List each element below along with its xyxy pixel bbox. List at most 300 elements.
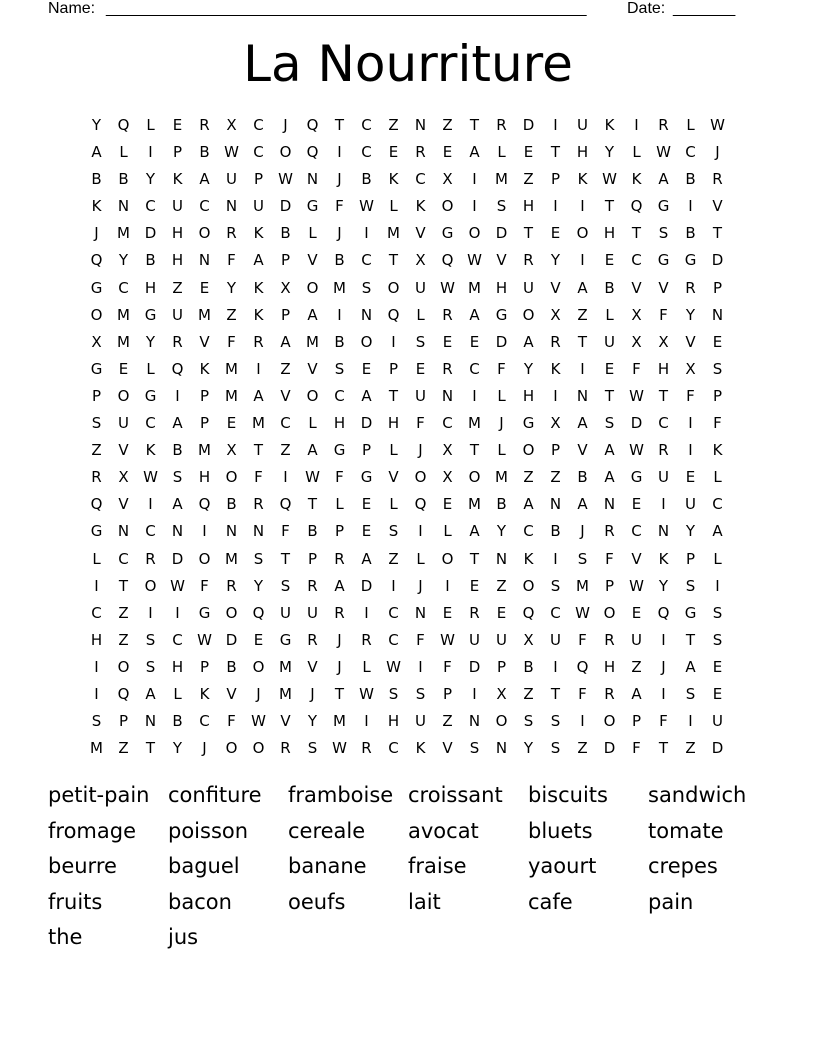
grid-letter: G	[306, 197, 319, 216]
grid-letter: O	[198, 224, 211, 243]
header-row	[48, 0, 748, 20]
grid-letter: I	[472, 170, 477, 189]
grid-letter: R	[307, 630, 318, 649]
grid-letter: V	[388, 468, 399, 487]
grid-letter: X	[550, 414, 561, 433]
grid-letter: Y	[685, 305, 696, 324]
grid-letter: O	[225, 468, 238, 487]
grid-letter: A	[361, 386, 372, 405]
grid-letter: R	[199, 116, 210, 134]
grid-letter: B	[685, 224, 696, 243]
grid-letter: F	[227, 251, 236, 270]
grid-letter: I	[580, 251, 585, 270]
grid-letter: N	[549, 495, 562, 514]
grid-letter: K	[712, 441, 723, 460]
grid-letter: H	[495, 278, 508, 297]
grid-letter: Y	[523, 359, 534, 378]
grid-letter: J	[418, 441, 423, 460]
grid-letter: E	[226, 414, 237, 433]
grid-letter: Y	[523, 739, 534, 758]
grid-letter: J	[661, 657, 666, 676]
grid-letter: P	[685, 549, 696, 568]
grid-letter: B	[226, 495, 237, 514]
grid-letter: A	[712, 522, 723, 541]
grid-letter: X	[631, 305, 642, 324]
grid-letter: C	[361, 251, 372, 270]
grid-letter: P	[442, 684, 453, 703]
grid-letter: O	[252, 657, 265, 676]
grid-letter: I	[688, 441, 693, 460]
grid-letter: E	[442, 143, 453, 162]
grid-letter: Z	[685, 739, 696, 758]
grid-letter: J	[283, 116, 288, 134]
word-item: fruits	[48, 889, 103, 914]
grid-letter: W	[656, 143, 671, 162]
grid-letter: F	[416, 414, 425, 433]
grid-letter: N	[144, 712, 157, 731]
grid-letter: E	[361, 359, 372, 378]
grid-letter: C	[280, 414, 291, 433]
grid-letter: X	[685, 359, 696, 378]
word-item: crepes	[648, 854, 718, 878]
grid-letter: U	[685, 495, 696, 514]
grid-letter: S	[523, 712, 534, 731]
grid-letter: M	[333, 712, 346, 731]
grid-letter: H	[522, 197, 535, 216]
grid-letter: H	[171, 657, 184, 676]
grid-letter: P	[550, 441, 561, 460]
grid-letter: K	[415, 197, 426, 216]
word-item: biscuits	[528, 783, 608, 807]
grid-letter: C	[172, 630, 183, 649]
grid-letter: A	[172, 495, 183, 514]
grid-letter: M	[279, 657, 292, 676]
grid-letter: I	[364, 712, 369, 731]
grid-letter: Z	[496, 576, 507, 595]
grid-letter: A	[577, 495, 588, 514]
word-item: croissant	[408, 783, 503, 807]
grid-letter: C	[685, 143, 696, 162]
grid-letter: G	[333, 441, 346, 460]
grid-letter: B	[307, 522, 318, 541]
grid-letter: I	[337, 143, 342, 162]
grid-letter: P	[307, 549, 318, 568]
grid-letter: R	[172, 332, 183, 351]
word-item: cereale	[288, 818, 366, 843]
grid-letter: Y	[550, 251, 561, 270]
word-item: tomate	[648, 818, 724, 843]
grid-letter: R	[523, 251, 534, 270]
grid-letter: V	[631, 549, 642, 568]
grid-letter: T	[388, 251, 399, 270]
grid-letter: C	[388, 739, 399, 758]
grid-letter: C	[253, 143, 264, 162]
grid-letter: G	[360, 468, 373, 487]
grid-letter: I	[94, 657, 99, 676]
grid-letter: M	[387, 224, 400, 243]
grid-letter: E	[631, 603, 642, 622]
grid-letter: L	[308, 224, 317, 243]
grid-letter: Y	[685, 522, 696, 541]
grid-letter: Y	[226, 278, 237, 297]
grid-letter: U	[496, 630, 507, 649]
grid-letter: F	[632, 359, 641, 378]
grid-letter: D	[171, 549, 184, 568]
grid-letter: K	[577, 170, 588, 189]
grid-letter: R	[307, 576, 318, 595]
grid-letter: K	[253, 278, 264, 297]
grid-letter: K	[631, 170, 642, 189]
grid-letter: X	[631, 332, 642, 351]
grid-letter: L	[362, 657, 371, 676]
grid-letter: N	[225, 197, 238, 216]
grid-letter: C	[712, 495, 723, 514]
grid-letter: K	[388, 170, 399, 189]
grid-letter: W	[278, 170, 293, 189]
grid-letter: L	[443, 522, 452, 541]
word-item: bacon	[168, 889, 232, 914]
grid-letter: S	[91, 414, 102, 433]
grid-letter: X	[658, 332, 669, 351]
grid-letter: S	[712, 359, 723, 378]
grid-letter: W	[629, 576, 644, 595]
grid-letter: P	[280, 305, 291, 324]
grid-letter: A	[685, 657, 696, 676]
grid-letter: I	[445, 576, 450, 595]
grid-letter: B	[172, 441, 183, 460]
grid-letter: A	[523, 332, 534, 351]
grid-letter: Y	[496, 522, 507, 541]
grid-letter: C	[550, 603, 561, 622]
grid-letter: J	[715, 143, 720, 162]
grid-letter: R	[712, 170, 723, 189]
grid-letter: S	[577, 549, 588, 568]
grid-letter: U	[415, 712, 426, 731]
grid-letter: B	[550, 522, 561, 541]
grid-letter: Q	[90, 495, 103, 514]
grid-letter: T	[307, 495, 318, 514]
grid-letter: I	[472, 386, 477, 405]
grid-letter: X	[442, 170, 453, 189]
grid-letter: J	[418, 576, 423, 595]
grid-letter: O	[522, 441, 535, 460]
grid-letter: I	[634, 116, 639, 134]
grid-letter: S	[550, 712, 561, 731]
grid-letter: I	[391, 332, 396, 351]
grid-letter: I	[580, 712, 585, 731]
grid-letter: D	[468, 657, 481, 676]
grid-letter: F	[659, 305, 668, 324]
grid-letter: U	[307, 603, 318, 622]
grid-letter: A	[307, 441, 318, 460]
word-item: bluets	[528, 818, 593, 843]
grid-letter: W	[359, 197, 374, 216]
grid-letter: A	[469, 305, 480, 324]
grid-letter: W	[332, 739, 347, 758]
grid-letter: B	[685, 170, 696, 189]
grid-letter: T	[469, 549, 480, 568]
grid-letter: U	[469, 630, 480, 649]
grid-letter: J	[94, 224, 99, 243]
grid-letter: N	[117, 522, 130, 541]
grid-letter: E	[712, 684, 723, 703]
grid-letter: R	[226, 576, 237, 595]
grid-letter: F	[227, 332, 236, 351]
letter-grid	[83, 112, 731, 762]
grid-letter: N	[171, 522, 184, 541]
grid-letter: Z	[388, 549, 399, 568]
grid-letter: F	[443, 657, 452, 676]
grid-letter: Z	[442, 712, 453, 731]
grid-letter: P	[199, 657, 210, 676]
grid-letter: O	[576, 224, 589, 243]
grid-letter: C	[361, 116, 372, 134]
grid-letter: A	[469, 143, 480, 162]
grid-letter: P	[199, 386, 210, 405]
grid-letter: C	[145, 414, 156, 433]
word-list	[48, 778, 768, 956]
grid-letter: L	[119, 143, 128, 162]
grid-letter: A	[253, 386, 264, 405]
grid-letter: W	[440, 630, 455, 649]
grid-letter: I	[337, 305, 342, 324]
grid-letter: A	[145, 684, 156, 703]
grid-letter: W	[143, 468, 158, 487]
grid-letter: T	[280, 549, 291, 568]
grid-letter: N	[414, 116, 427, 134]
grid-letter: G	[657, 251, 670, 270]
grid-letter: X	[91, 332, 102, 351]
grid-letter: E	[604, 251, 615, 270]
grid-letter: H	[90, 630, 103, 649]
grid-letter: O	[468, 224, 481, 243]
grid-letter: E	[442, 603, 453, 622]
grid-letter: X	[226, 441, 237, 460]
grid-letter: W	[629, 386, 644, 405]
grid-letter: C	[118, 278, 129, 297]
grid-letter: W	[305, 468, 320, 487]
grid-letter: P	[496, 657, 507, 676]
grid-letter: T	[550, 143, 561, 162]
grid-letter: K	[523, 549, 534, 568]
grid-letter: P	[604, 576, 615, 595]
grid-letter: G	[522, 414, 535, 433]
grid-letter: P	[361, 441, 372, 460]
grid-letter: O	[387, 278, 400, 297]
grid-letter: P	[199, 414, 210, 433]
grid-letter: Q	[117, 116, 130, 134]
grid-letter: F	[335, 197, 344, 216]
grid-letter: I	[256, 359, 261, 378]
grid-letter: O	[441, 549, 454, 568]
grid-letter: I	[580, 197, 585, 216]
grid-letter: U	[631, 630, 642, 649]
grid-letter: H	[387, 712, 400, 731]
grid-letter: G	[90, 522, 103, 541]
grid-letter: O	[414, 468, 427, 487]
grid-letter: K	[604, 116, 615, 134]
grid-letter: X	[442, 441, 453, 460]
grid-letter: Z	[523, 468, 534, 487]
grid-letter: F	[254, 468, 263, 487]
grid-letter: M	[117, 305, 130, 324]
grid-letter: H	[171, 224, 184, 243]
grid-letter: Y	[253, 576, 264, 595]
grid-letter: G	[630, 468, 643, 487]
grid-letter: N	[495, 739, 508, 758]
grid-letter: O	[495, 712, 508, 731]
grid-letter: C	[442, 414, 453, 433]
grid-letter: V	[550, 278, 561, 297]
grid-letter: D	[144, 224, 157, 243]
word-item: fromage	[48, 818, 136, 843]
grid-letter: A	[253, 251, 264, 270]
grid-letter: Q	[387, 305, 400, 324]
grid-letter: L	[416, 305, 425, 324]
word-item: cafe	[528, 889, 573, 914]
grid-letter: Y	[145, 332, 156, 351]
grid-letter: C	[145, 197, 156, 216]
grid-letter: W	[251, 712, 266, 731]
grid-letter: Y	[118, 251, 129, 270]
grid-letter: C	[388, 630, 399, 649]
grid-letter: H	[144, 278, 157, 297]
grid-letter: T	[145, 739, 156, 758]
grid-letter: I	[94, 684, 99, 703]
word-item: framboise	[288, 783, 394, 807]
grid-letter: M	[225, 386, 238, 405]
grid-letter: A	[91, 143, 102, 162]
grid-letter: F	[713, 414, 722, 433]
grid-letter: P	[280, 251, 291, 270]
grid-letter: K	[550, 359, 561, 378]
grid-letter: L	[713, 468, 722, 487]
grid-letter: M	[279, 684, 292, 703]
grid-letter: B	[199, 143, 210, 162]
grid-letter: D	[495, 332, 508, 351]
grid-letter: T	[658, 386, 669, 405]
grid-letter: R	[550, 332, 561, 351]
grid-letter: I	[418, 522, 423, 541]
grid-letter: E	[361, 495, 372, 514]
grid-letter: R	[685, 278, 696, 297]
grid-letter: I	[688, 197, 693, 216]
grid-letter: Q	[576, 657, 589, 676]
grid-letter: Q	[90, 251, 103, 270]
grid-letter: B	[604, 278, 615, 297]
grid-letter: I	[472, 197, 477, 216]
word-item: jus	[168, 925, 199, 949]
grid-letter: U	[577, 116, 588, 134]
grid-letter: E	[199, 278, 210, 297]
grid-letter: I	[283, 468, 288, 487]
grid-letter: A	[307, 305, 318, 324]
grid-letter: Z	[631, 657, 642, 676]
grid-letter: O	[468, 468, 481, 487]
grid-letter: Q	[279, 495, 292, 514]
grid-letter: S	[253, 549, 264, 568]
grid-letter: H	[576, 143, 589, 162]
grid-letter: Q	[414, 495, 427, 514]
grid-letter: S	[334, 359, 345, 378]
grid-letter: B	[361, 170, 372, 189]
grid-letter: S	[145, 657, 156, 676]
grid-letter: N	[414, 603, 427, 622]
grid-letter: E	[523, 143, 534, 162]
grid-letter: I	[148, 495, 153, 514]
grid-letter: C	[118, 549, 129, 568]
grid-letter: L	[605, 305, 614, 324]
grid-letter: E	[442, 495, 453, 514]
grid-letter: E	[685, 468, 696, 487]
grid-letter: T	[253, 441, 264, 460]
grid-letter: F	[281, 522, 290, 541]
grid-letter: R	[442, 359, 453, 378]
grid-letter: S	[307, 739, 318, 758]
grid-letter: B	[91, 170, 102, 189]
grid-letter: F	[578, 630, 587, 649]
grid-letter: H	[603, 657, 616, 676]
grid-letter: F	[686, 386, 695, 405]
grid-letter: Z	[280, 441, 291, 460]
grid-letter: M	[225, 549, 238, 568]
grid-letter: I	[553, 197, 558, 216]
grid-letter: O	[90, 305, 103, 324]
grid-letter: T	[604, 197, 615, 216]
date-label: Date:	[627, 0, 666, 17]
grid-letter: W	[629, 441, 644, 460]
grid-letter: I	[553, 549, 558, 568]
grid-letter: K	[253, 305, 264, 324]
grid-letter: U	[226, 170, 237, 189]
grid-letter: X	[226, 116, 237, 134]
name-label: Name:	[48, 0, 96, 17]
grid-letter: A	[280, 332, 291, 351]
grid-letter: T	[388, 386, 399, 405]
grid-letter: P	[334, 522, 345, 541]
grid-letter: Z	[91, 441, 102, 460]
grid-letter: M	[306, 332, 319, 351]
grid-letter: A	[334, 576, 345, 595]
grid-letter: W	[467, 251, 482, 270]
grid-letter: U	[712, 712, 723, 731]
grid-letter: D	[225, 630, 238, 649]
word-item: sandwich	[648, 783, 747, 807]
grid-letter: E	[469, 332, 480, 351]
grid-letter: I	[175, 386, 180, 405]
grid-letter: Y	[658, 576, 669, 595]
grid-letter: I	[472, 684, 477, 703]
grid-letter: U	[658, 468, 669, 487]
grid-letter: N	[360, 305, 373, 324]
grid-letter: B	[226, 657, 237, 676]
grid-letter: V	[307, 359, 318, 378]
grid-letter: M	[495, 170, 508, 189]
grid-letter: V	[685, 332, 696, 351]
grid-letter: G	[684, 603, 697, 622]
grid-letter: M	[117, 332, 130, 351]
grid-letter: H	[198, 468, 211, 487]
grid-letter: U	[280, 603, 291, 622]
grid-letter: N	[198, 251, 211, 270]
grid-letter: S	[685, 684, 696, 703]
grid-letter: I	[661, 495, 666, 514]
grid-letter: R	[604, 522, 615, 541]
grid-letter: W	[197, 630, 212, 649]
grid-letter: H	[522, 386, 535, 405]
grid-letter: Q	[117, 684, 130, 703]
grid-letter: R	[658, 441, 669, 460]
